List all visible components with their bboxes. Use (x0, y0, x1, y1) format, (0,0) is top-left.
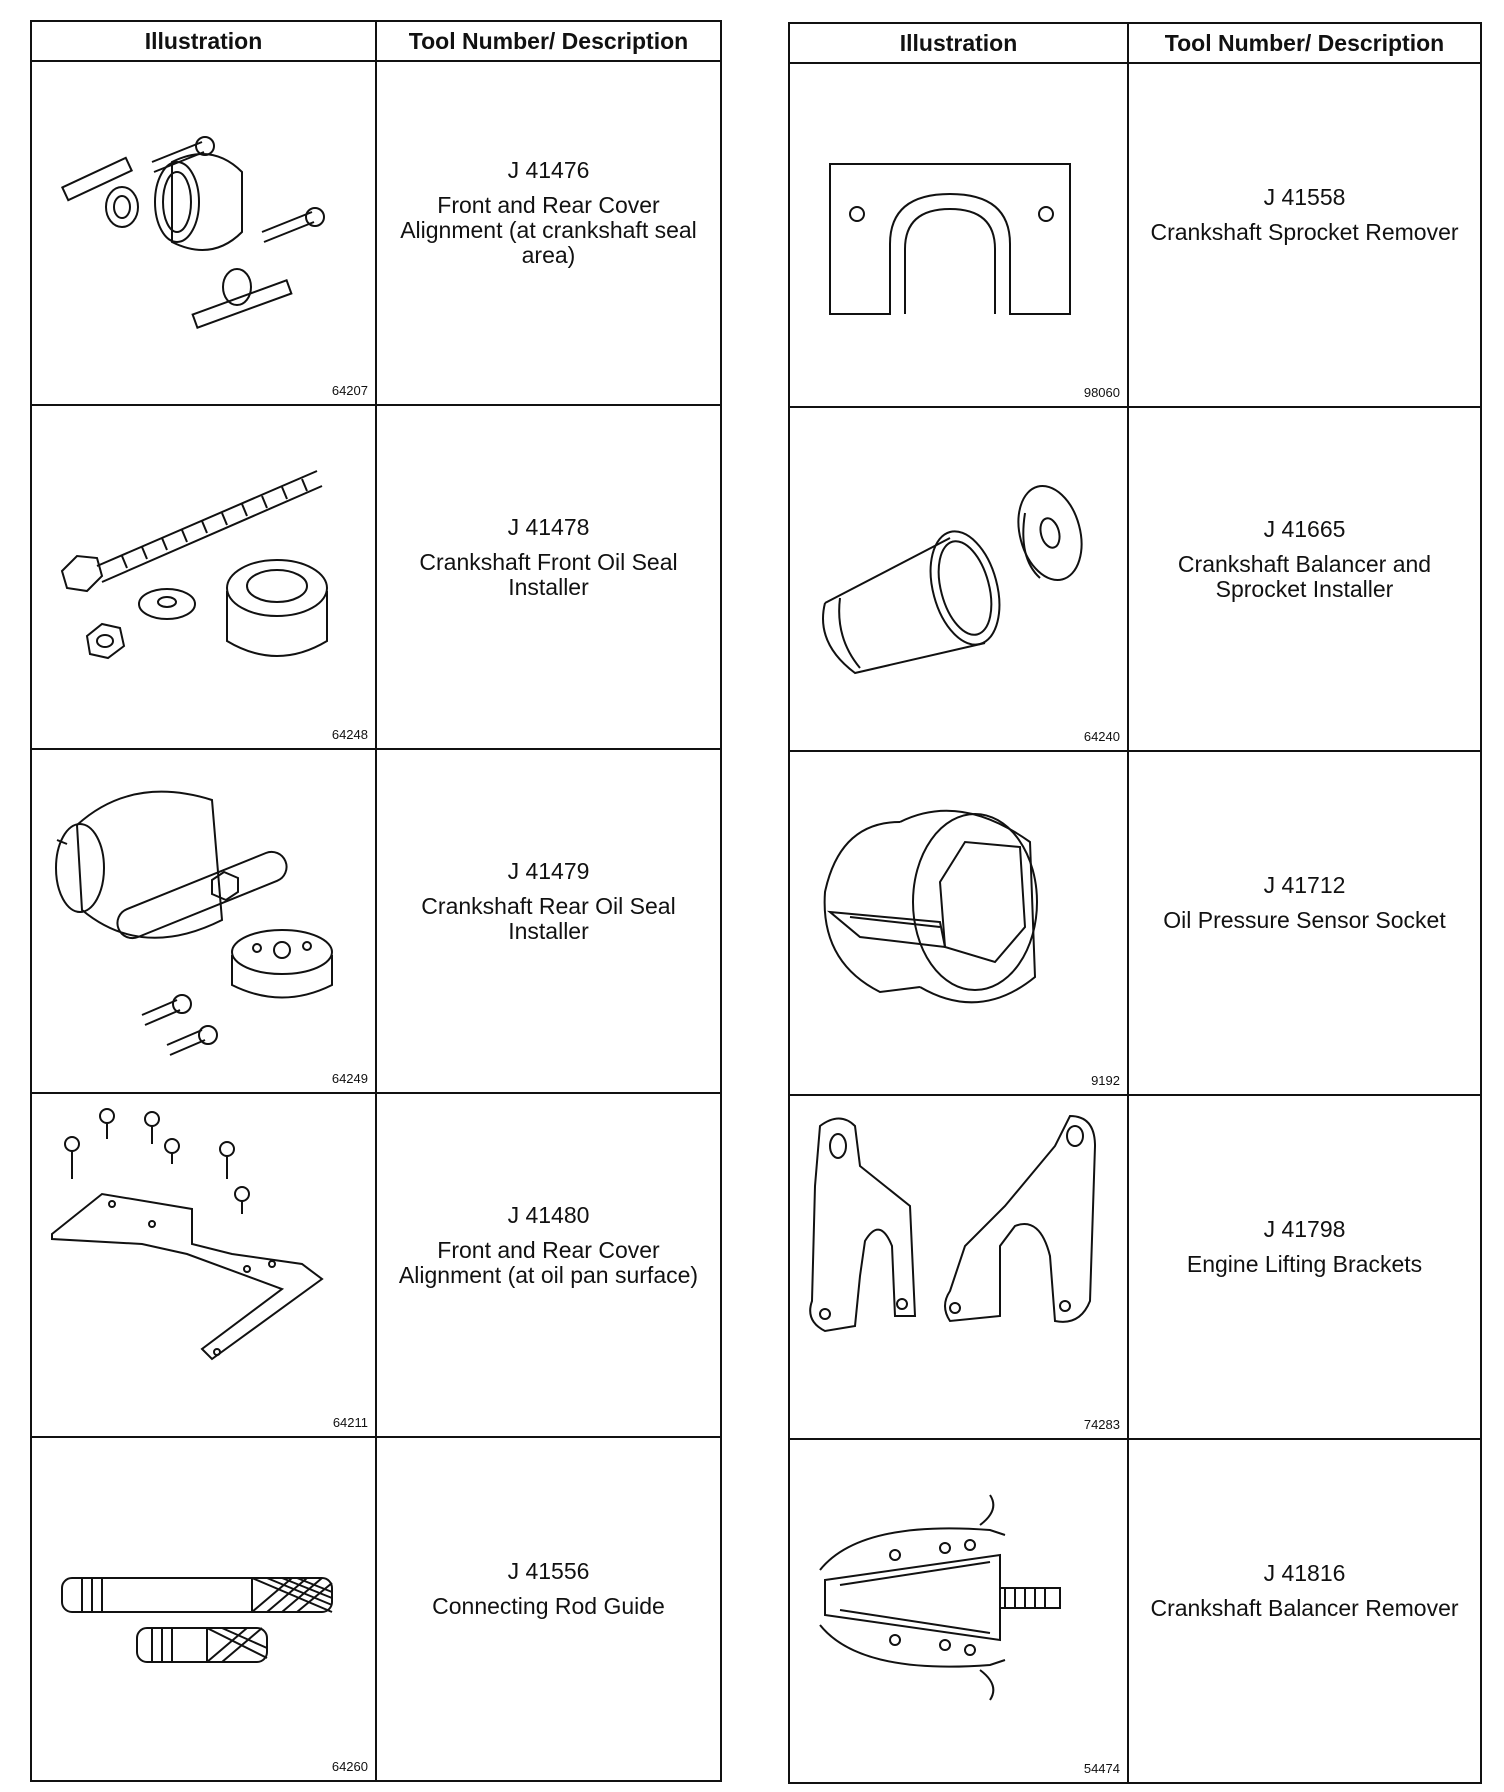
balancer-remover-illustration (800, 1450, 1120, 1750)
tool-description-cell (376, 1093, 721, 1437)
tool-description: Crankshaft Sprocket Remover (1150, 219, 1459, 245)
tool-description: Crankshaft Balancer and Sprocket Installer (1177, 550, 1432, 602)
illustration-cell (789, 1095, 1128, 1439)
tool-description-cell (376, 61, 721, 405)
tool-description-cell (376, 749, 721, 1093)
engine-lifting-brackets-illustration (800, 1106, 1120, 1406)
tool-number: J 41558 (1263, 184, 1346, 210)
illustration-cell (789, 407, 1128, 751)
illustration-cell (789, 1439, 1128, 1783)
tool-number: J 41665 (1263, 515, 1346, 542)
connecting-rod-guide-illustration (42, 1448, 362, 1748)
tool-description-cell (1128, 407, 1481, 751)
tool-description: Front and Rear Cover Alignment (at crankshaft seal area) (400, 192, 697, 268)
front-oil-seal-installer-illustration (42, 416, 362, 716)
figure-number: 64207 (331, 383, 368, 398)
header-tool-description: Tool Number/ Description (376, 21, 721, 61)
tool-description-cell (376, 405, 721, 749)
tool-description-cell (1128, 1095, 1481, 1439)
oil-pressure-sensor-socket-illustration (800, 762, 1120, 1062)
header-illustration: Illustration (31, 21, 376, 61)
figure-number: 64240 (1083, 729, 1120, 744)
figure-number: 64260 (331, 1759, 368, 1774)
rear-oil-seal-installer-illustration (42, 760, 362, 1060)
figure-number: 74283 (1083, 1417, 1120, 1432)
tool-number: J 41556 (507, 1558, 590, 1584)
tool-description: Oil Pressure Sensor Socket (1163, 907, 1446, 933)
tool-description: Connecting Rod Guide (432, 1593, 665, 1619)
figure-number: 64248 (331, 727, 368, 742)
tool-number: J 41712 (1263, 872, 1346, 898)
figure-number: 64211 (332, 1415, 368, 1430)
tool-number: J 41798 (1263, 1216, 1346, 1242)
illustration-cell (31, 61, 376, 405)
cover-alignment-tool-illustration (42, 72, 362, 372)
table-row (789, 1095, 1481, 1439)
illustration-cell (31, 749, 376, 1093)
illustration-cell (31, 405, 376, 749)
table-row (31, 1093, 721, 1437)
oil-pan-alignment-tool-illustration (42, 1104, 362, 1404)
balancer-installer-illustration (800, 418, 1120, 718)
illustration-cell (31, 1093, 376, 1437)
tool-number: J 41480 (507, 1201, 590, 1228)
tool-description: Crankshaft Front Oil Seal Installer (419, 548, 678, 600)
header-illustration: Illustration (789, 23, 1128, 63)
tool-description: Crankshaft Rear Oil Seal Installer (421, 892, 676, 944)
figure-number: 9192 (1091, 1073, 1120, 1088)
table-row (789, 751, 1481, 1095)
table-row (31, 61, 721, 405)
illustration-cell (31, 1437, 376, 1781)
figure-number: 54474 (1083, 1761, 1120, 1776)
tool-description-cell (376, 1437, 721, 1781)
sprocket-remover-illustration (800, 74, 1120, 374)
illustration-cell (789, 751, 1128, 1095)
figure-number: 98060 (1083, 385, 1120, 400)
tool-number: J 41476 (507, 157, 590, 183)
tool-number: J 41816 (1263, 1560, 1346, 1586)
tool-number: J 41478 (507, 513, 590, 540)
illustration-cell (789, 63, 1128, 407)
figure-number: 64249 (331, 1071, 368, 1086)
tool-description: Front and Rear Cover Alignment (at oil pan surface) (398, 1236, 699, 1288)
tool-description-cell (1128, 63, 1481, 407)
tools-table-left (30, 20, 722, 1782)
table-row (31, 749, 721, 1093)
tools-table-right (788, 22, 1482, 1784)
tool-description-cell (1128, 1439, 1481, 1783)
tool-description: Engine Lifting Brackets (1186, 1251, 1423, 1277)
table-row (789, 1439, 1481, 1783)
table-row (31, 1437, 721, 1781)
table-row (789, 407, 1481, 751)
table-row (31, 405, 721, 749)
tool-number: J 41479 (507, 857, 590, 884)
tool-description-cell (1128, 751, 1481, 1095)
tool-description: Crankshaft Balancer Remover (1150, 1595, 1459, 1621)
table-row (789, 63, 1481, 407)
header-tool-description: Tool Number/ Description (1128, 23, 1481, 63)
